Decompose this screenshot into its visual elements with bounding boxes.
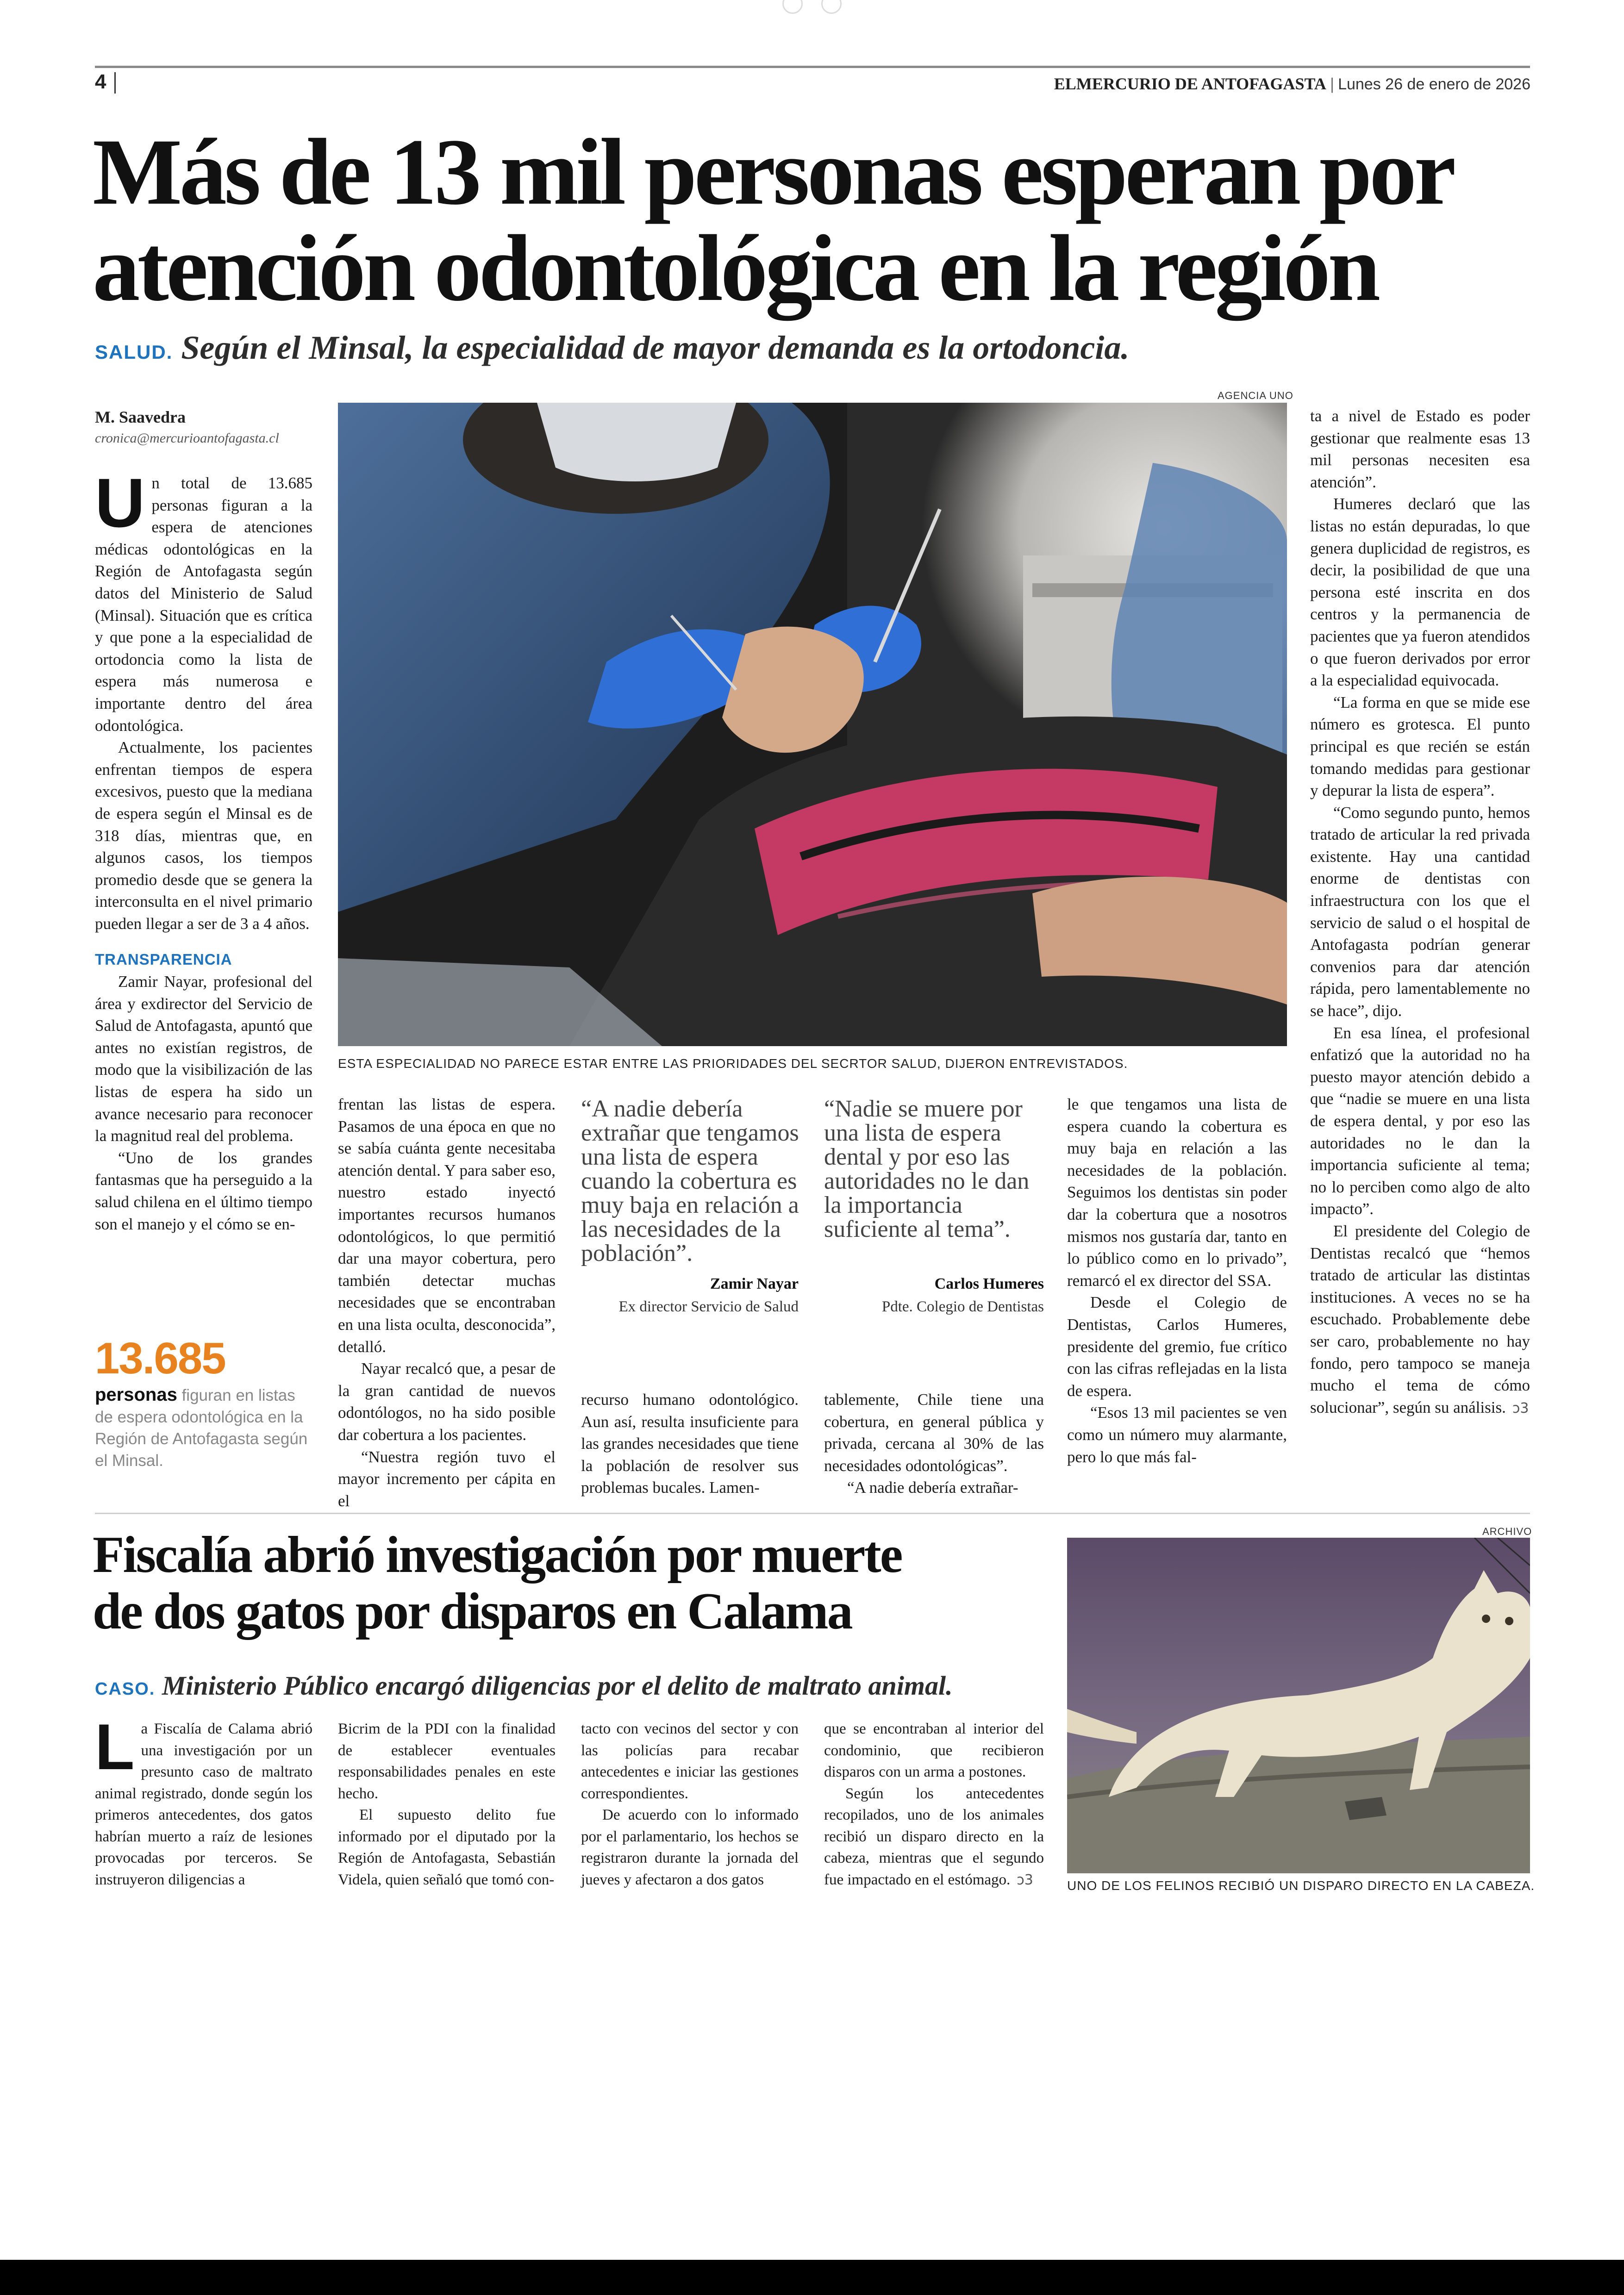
issue-date: Lunes 26 de enero de 2026 <box>1338 75 1530 93</box>
dropcap-u: U <box>95 464 145 542</box>
article1-col1-p3: Zamir Nayar, profesional del área y exdirector del Servicio de Salud de Antofagasta, apuntó que antes no existían registros, de modo que la visibilización de las listas de espera ha sido un avance necesario para reconocer la magnitud real del problema. <box>95 973 312 1145</box>
article2-kicker-tag: CASO. <box>95 1679 156 1699</box>
article2-col1-p1: La Fiscalía de Calama abrió una investigación por un presunto caso de maltrato animal registrado, donde según los primeros antecedentes, dos gatos habrían muerto a raíz de lesiones provocadas por terceros. Se instruyeron diligencias a <box>95 1710 312 1888</box>
photo-caption-cat: UNO DE LOS FELINOS RECIBIÓ UN DISPARO DIRECTO EN LA CABEZA. <box>1067 1878 1535 1893</box>
article2-col3-p1: tacto con vecinos del sector y con las policías para recabar antecedentes e iniciar las gestiones correspondientes. <box>581 1721 799 1802</box>
article2-end-mark-icon: ↄ3 <box>1017 1871 1033 1888</box>
article1-col4-p2: “A nadie debería extrañar- <box>847 1478 1018 1497</box>
article2-col2-p1: Bicrim de la PDI con la finalidad de establecer eventuales responsabilidades penales en este hecho. <box>338 1721 556 1802</box>
top-rule <box>95 66 1530 68</box>
byline-name: M. Saavedra <box>95 408 186 426</box>
masthead-separator: | <box>1326 75 1338 93</box>
byline-email[interactable]: cronica@mercurioantofagasta.cl <box>95 430 279 446</box>
article1-col2-p2: Nayar recalcó que, a pesar de la gran cantidad de nuevos odontólogos, no ha sido posible dar cobertura a los pacientes. <box>338 1360 556 1444</box>
article1-end-mark-icon: ↄ3 <box>1512 1400 1529 1416</box>
photo-caption-dental: ESTA ESPECIALIDAD NO PARECE ESTAR ENTRE LAS PRIORIDADES DEL SECRTOR SALUD, DIJERON ENTREVISTADOS. <box>338 1056 1128 1071</box>
article1-col6-p4: “Como segundo punto, hemos tratado de articular la red privada existente. Hay una cantidad enorme de dentistas con infraestructura con los que el servicio de salud o el hospital de Antofagasta podrían generar convenios para dar atención rápida, pero lamentablemente no se hace”, dijo. <box>1310 803 1530 1020</box>
page-number: 4 <box>95 70 106 93</box>
pull-quote-humeres: “Nadie se muere por una lista de espera dental y por eso las autoridades no le dan la importancia suficiente al tema”. <box>824 1096 1030 1242</box>
masthead <box>1054 74 1530 94</box>
quote-role-nayar: Ex director Servicio de Salud <box>618 1298 799 1315</box>
article1-col6-p5: En esa línea, el profesional enfatizó que la autoridad no ha puesto mayor atención debido a que “nadie se muere en una lista de espera dental, y por eso las autoridades no le dan la importancia suficiente al tema; no lo perciben como algo de alto impacto”. <box>1310 1023 1530 1218</box>
article1-headline-line1: Más de 13 mil personas esperan por <box>93 119 1454 225</box>
stat-label-strong: personas <box>95 1384 177 1405</box>
stat-label <box>95 1384 312 1472</box>
article2-kicker-text: Ministerio Público encargó diligencias por el delito de maltrato animal. <box>155 1671 953 1701</box>
article1-col6-p1: ta a nivel de Estado es poder gestionar que realmente esas 13 mil personas necesiten esa atención”. <box>1310 407 1530 491</box>
cat-photo <box>1067 1538 1530 1873</box>
article1-kicker-text: Según el Minsal, la especialidad de mayor demanda es la ortodoncia. <box>173 329 1130 366</box>
article1-col6-p3: “La forma en que se mide ese número es grotesca. El punto principal es que recién se están tomando medidas para gestionar y depurar la lista de espera”. <box>1310 693 1530 800</box>
article2-column-1 <box>95 1710 312 1890</box>
article2-col3-p2: De acuerdo con lo informado por el parlamentario, los hechos se registraron durante la jornada del jueves y afectaron a dos gatos <box>581 1807 799 1888</box>
article2-headline-line2: de dos gatos por disparos en Calama <box>93 1583 852 1640</box>
article1-col4-p1: tablemente, Chile tiene una cobertura, en general pública y privada, cercana al 30% de las necesidades odontológicas”. <box>824 1391 1044 1475</box>
article1-col6-p6: El presidente del Colegio de Dentistas recalcó que “hemos tratado de articular las distintas instituciones. A veces no se ha escuchado. Probablemente debe ser caro, probablemente no hay fondo, pero tampoco se maneja mucho el tema de cómo solucionar”, según su análisis. ↄ3 <box>1310 1222 1530 1416</box>
article2-headline <box>93 1527 1056 1640</box>
cat-photo-illustration <box>1067 1538 1530 1873</box>
quote-author-humeres: Carlos Humeres <box>934 1275 1044 1292</box>
section-divider <box>95 1513 1530 1514</box>
stat-label-rest: figuran en listas de espera odontológica en la Región de Antofagasta según el Minsal. <box>95 1386 308 1470</box>
article1-col2-p1: frentan las listas de espera. Pasamos de una época en que no se sabía cuánta gente necesitaba atención dental. Y para saber eso, nuestro estado inyectó importantes recursos humanos odontológicos, lo que permitió dar una mayor cobertura, pero también detectar muchas necesidades que se encontraban en una lista oculta, desconocida”, detalló. <box>338 1095 556 1356</box>
article1-col1-p4: “Uno de los grandes fantasmas que ha perseguido a la salud chilena en el último tiempo son el manejo y el cómo se en- <box>95 1148 312 1233</box>
article2-kicker <box>95 1670 1067 1701</box>
article1-headline-line2: atención odontológica en la región <box>93 216 1378 321</box>
article1-col2-p3: “Nuestra región tuvo el mayor incremento per cápita en el <box>338 1447 556 1510</box>
newspaper-name: ELMERCURIO DE ANTOFAGASTA <box>1054 75 1326 93</box>
quote-author-nayar: Zamir Nayar <box>710 1275 799 1292</box>
subhead-transparencia: TRANSPARENCIA <box>95 951 232 968</box>
article2-column-2 <box>338 1718 556 1890</box>
article1-col3-p1: recurso humano odontológico. Aun así, resulta insuficiente para las grandes necesidades que tiene la población de resolver sus problemas bucales. Lamen- <box>581 1391 799 1497</box>
stat-number: 13.685 <box>95 1334 225 1383</box>
article2-headline-line1: Fiscalía abrió investigación por muerte <box>93 1526 902 1584</box>
article1-column-4 <box>824 1389 1044 1499</box>
pull-quote-nayar: “A nadie debería extrañar que tengamos una lista de espera cuando la cobertura es muy baja en relación a las necesidades de la población”. <box>581 1096 799 1266</box>
article1-headline <box>93 119 1528 321</box>
article2-column-4 <box>824 1718 1044 1891</box>
page-number-divider <box>114 72 116 94</box>
article1-col5-p3: “Esos 13 mil pacientes se ven como un número muy alarmante, pero lo que más fal- <box>1067 1403 1287 1466</box>
dental-procedure-photo <box>338 403 1287 1046</box>
photo-credit-archivo: ARCHIVO <box>1482 1526 1532 1537</box>
article1-col1-p2: Actualmente, los pacientes enfrentan tiempos de espera excesivos, puesto que la mediana de espera según el Minsal es de 318 días, mientras que, en algunos casos, los tiempos promedio desde que se genera la interconsulta en el nivel primario pueden llegar a ser de 3 a 4 años. <box>95 738 312 933</box>
article1-kicker-tag: SALUD. <box>95 341 173 363</box>
article2-col4-p2: Según los antecedentes recopilados, uno de los animales recibió un disparo directo en la cabeza, mientras que el segundo fue impactado en el estómago. ↄ3 <box>824 1785 1044 1888</box>
photo-credit-agencia: AGENCIA UNO <box>1218 390 1293 401</box>
article2-col4-p1: que se encontraban al interior del condominio, que recibieron disparos con un arma a postones. <box>824 1721 1044 1780</box>
prev-page-dot[interactable] <box>782 0 803 14</box>
dropcap-l: L <box>95 1710 135 1783</box>
article1-column-2 <box>338 1093 556 1512</box>
article1-col5-p1: le que tengamos una lista de espera cuando la cobertura es muy baja en relación a las necesidades de la población. Seguimos los dentistas sin poder dar la cobertura que a nosotros mismos nos gustaría dar, tanto en lo público como en lo privado”, remarcó el ex director del SSA. <box>1067 1095 1287 1290</box>
next-page-dot[interactable] <box>821 0 842 14</box>
article1-column-1 <box>95 464 312 1235</box>
viewer-bottom-bar <box>0 2260 1624 2295</box>
viewer-page-dots[interactable] <box>782 0 847 14</box>
article2-col2-p2: El supuesto delito fue informado por el diputado por la Región de Antofagasta, Sebastián Videla, quien señaló que tomó con- <box>338 1807 556 1888</box>
article1-column-3 <box>581 1389 799 1499</box>
article1-kicker <box>95 329 1530 367</box>
article1-col6-p2: Humeres declaró que las listas no están depuradas, lo que genera duplicidad de registros, es decir, la posibilidad de que una persona esté inscrita en dos centros y la permanencia de pacientes que ya fueron atendidos o que fueron derivados por error a la especialidad equivocada. <box>1310 495 1530 690</box>
article2-column-3 <box>581 1718 799 1890</box>
article1-col1-p1: Un total de 13.685 personas figuran a la espera de atenciones médicas odontológicas en la Región de Antofagasta según datos del Ministerio de Salud (Minsal). Situación que es crítica y que pone a la especialidad de ortodoncia como la lista de espera más numerosa e importante dentro del área odontológica. <box>95 464 312 735</box>
dental-photo-illustration <box>338 403 1287 1046</box>
quote-role-humeres: Pdte. Colegio de Dentistas <box>881 1298 1044 1315</box>
article1-column-6 <box>1310 405 1530 1419</box>
article1-column-5 <box>1067 1093 1287 1468</box>
article1-col5-p2: Desde el Colegio de Dentistas, Carlos Humeres, presidente del gremio, fue crítico con las cifras reflejadas en la lista de espera. <box>1067 1293 1287 1400</box>
